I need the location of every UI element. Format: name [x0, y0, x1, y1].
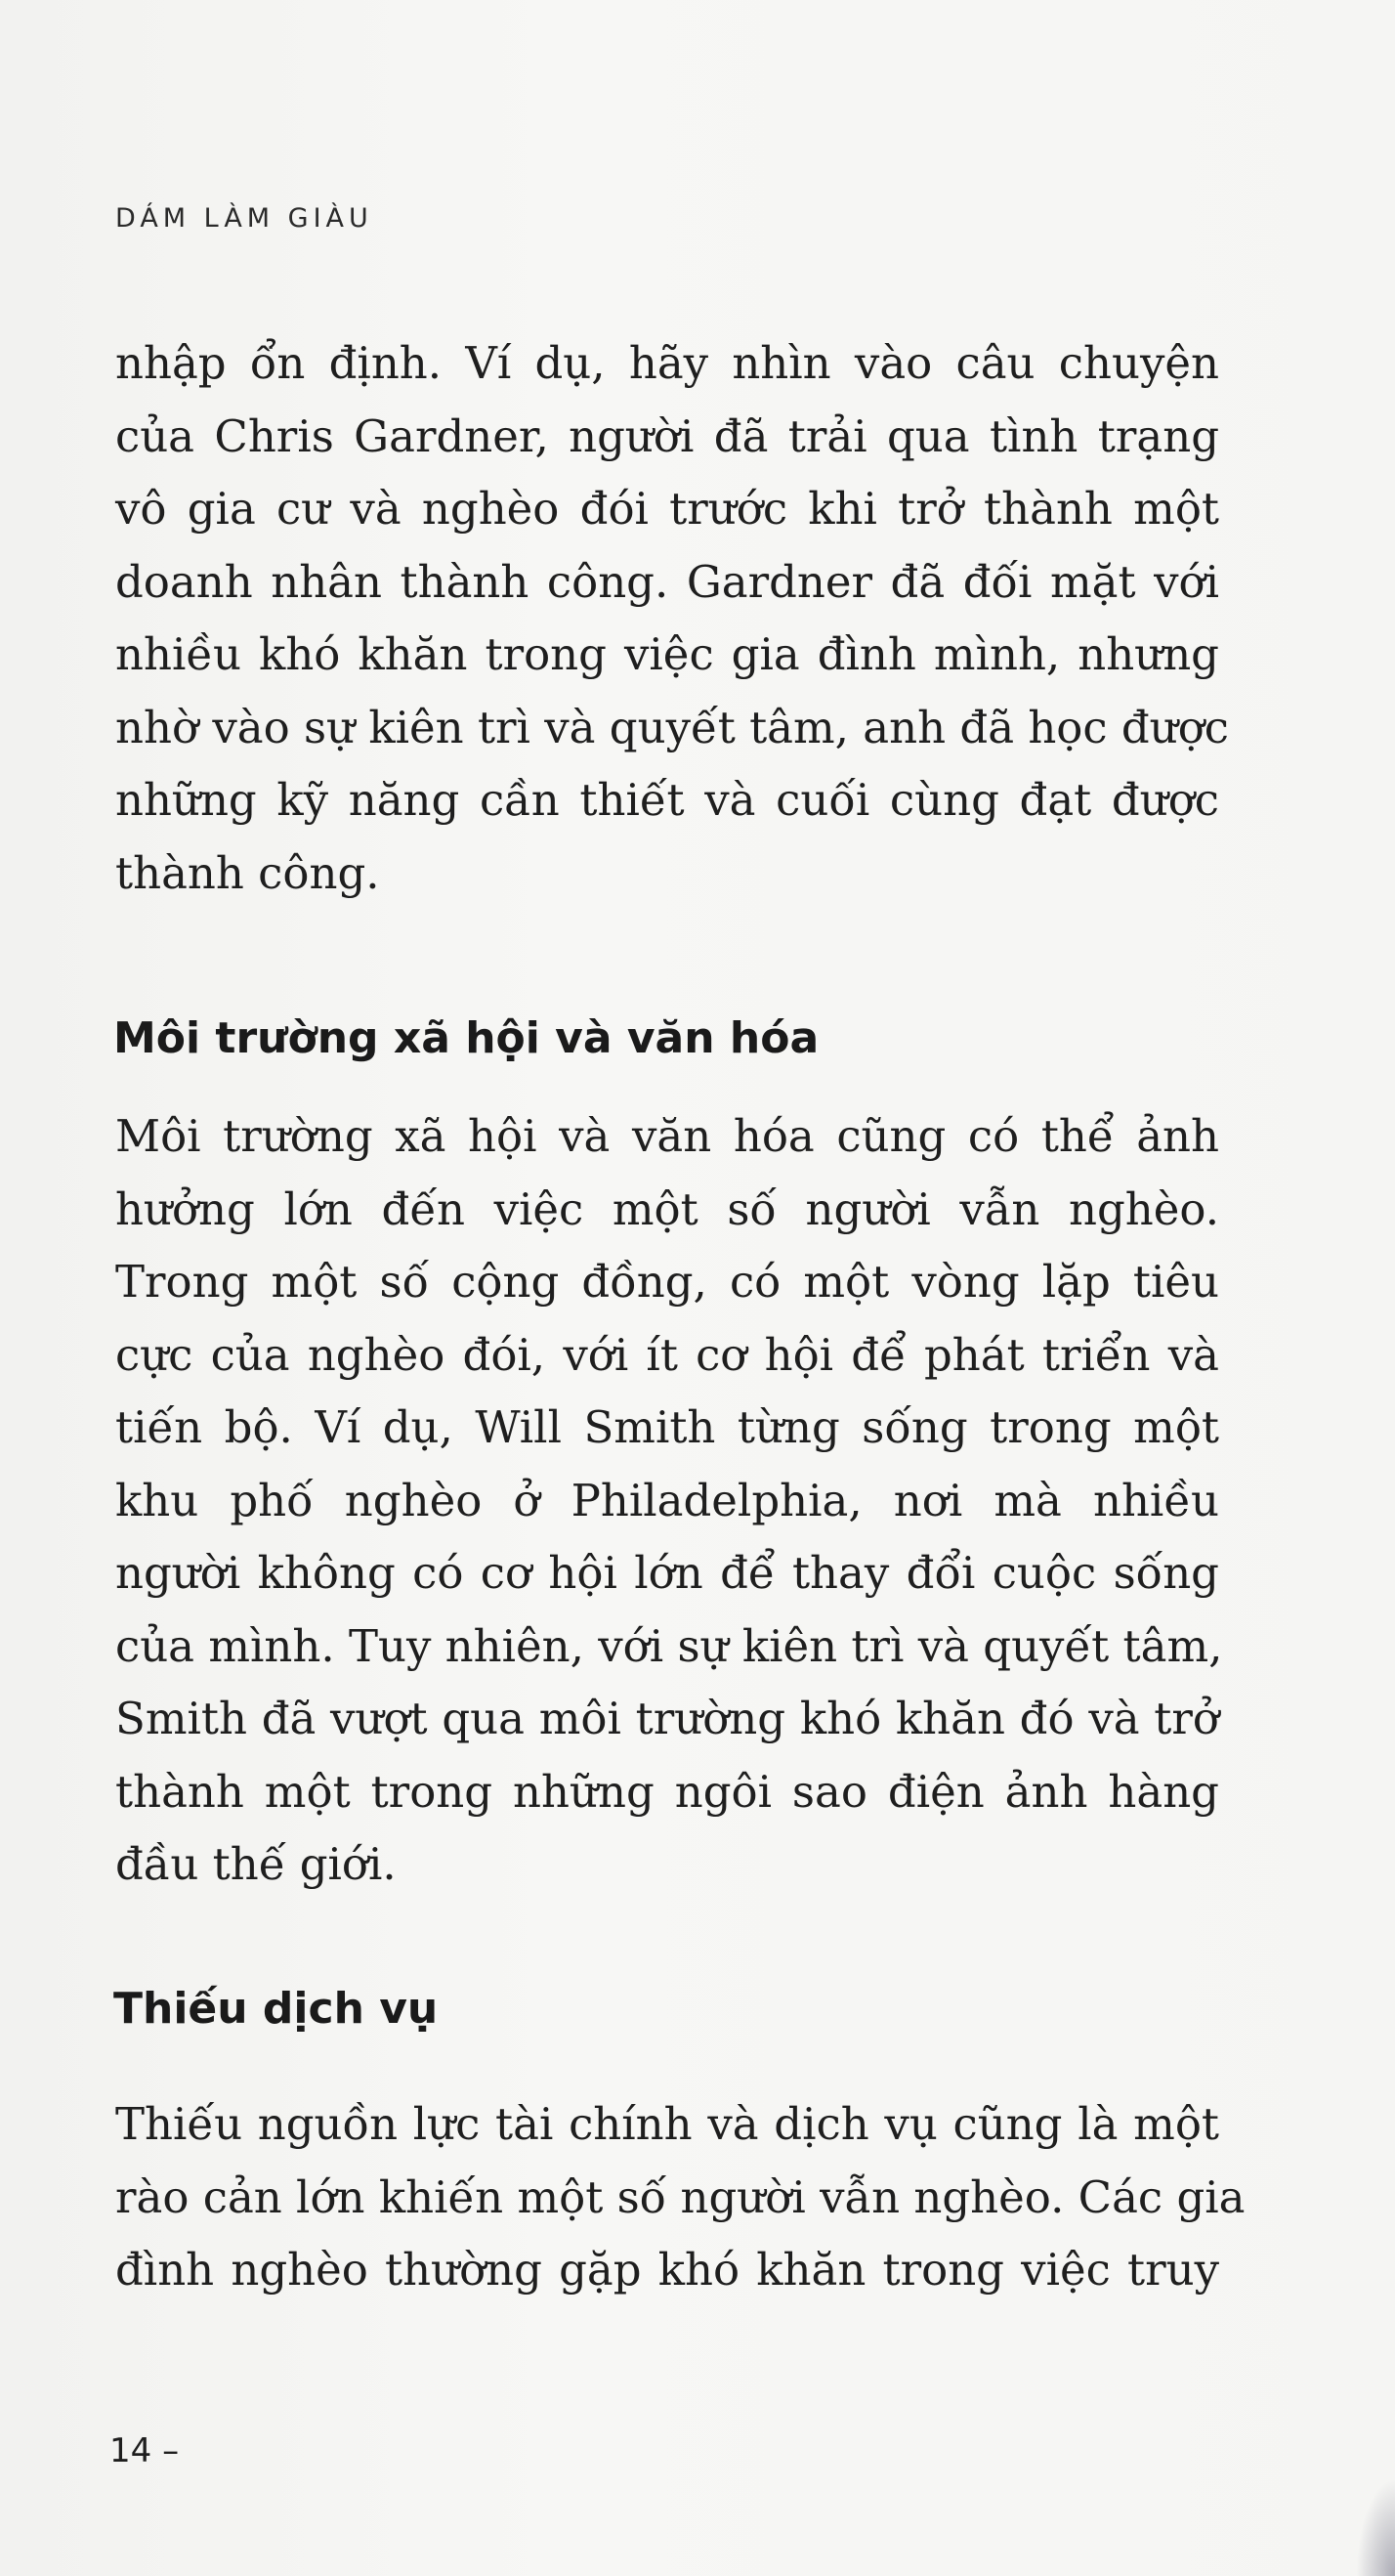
section-heading-social-environment: Môi trường xã hội và văn hóa	[113, 1013, 820, 1063]
text-line: Trong một số cộng đồng, có một vòng lặp tiêu	[115, 1256, 1219, 1308]
text-line: doanh nhân thành công. Gardner đã đối mặt với	[115, 555, 1219, 608]
text-line: nhập ổn định. Ví dụ, hãy nhìn vào câu chuyện	[115, 337, 1219, 389]
text-line: vô gia cư và nghèo đói trước khi trở thành một	[115, 483, 1219, 535]
text-line: hưởng lớn đến việc một số người vẫn nghèo.	[115, 1182, 1219, 1235]
paragraph-1	[115, 327, 1229, 910]
page-corner-shadow	[1356, 2478, 1395, 2576]
paragraph-3	[115, 2088, 1246, 2307]
text-line: tiến bộ. Ví dụ, Will Smith từng sống trong một	[115, 1401, 1219, 1453]
paragraph-2	[115, 1100, 1223, 1902]
running-head: DÁM LÀM GIÀU	[115, 203, 373, 234]
text-line: Smith đã vượt qua môi trường khó khăn đó và trở	[115, 1693, 1219, 1744]
section-heading-lack-of-services: Thiếu dịch vụ	[113, 1984, 439, 2034]
text-line: Môi trường xã hội và văn hóa cũng có thể ảnh	[115, 1110, 1219, 1162]
text-line: nhờ vào sự kiên trì và quyết tâm, anh đã học được	[115, 701, 1229, 753]
text-line: rào cản lớn khiến một số người vẫn nghèo. Các gia	[115, 2170, 1246, 2223]
text-line: người không có cơ hội lớn để thay đổi cuộc sống	[115, 1547, 1219, 1599]
text-line: Thiếu nguồn lực tài chính và dịch vụ cũng là một	[115, 2098, 1219, 2150]
text-line: khu phố nghèo ở Philadelphia, nơi mà nhiều	[115, 1474, 1219, 1526]
page-number: 14 –	[109, 2431, 180, 2470]
text-line: đình nghèo thường gặp khó khăn trong việc truy	[115, 2244, 1219, 2296]
text-line: của Chris Gardner, người đã trải qua tình trạng	[115, 409, 1219, 462]
text-line: nhiều khó khăn trong việc gia đình mình, nhưng	[115, 628, 1219, 680]
text-line: thành một trong những ngôi sao điện ảnh hàng	[115, 1765, 1219, 1818]
text-line: thành công.	[115, 846, 380, 899]
text-line: đầu thế giới.	[115, 1838, 397, 1890]
text-line: của mình. Tuy nhiên, với sự kiên trì và quyết tâm,	[115, 1619, 1223, 1672]
text-line: cực của nghèo đói, với ít cơ hội để phát triển và	[115, 1328, 1219, 1381]
text-line: những kỹ năng cần thiết và cuối cùng đạt được	[115, 774, 1219, 826]
